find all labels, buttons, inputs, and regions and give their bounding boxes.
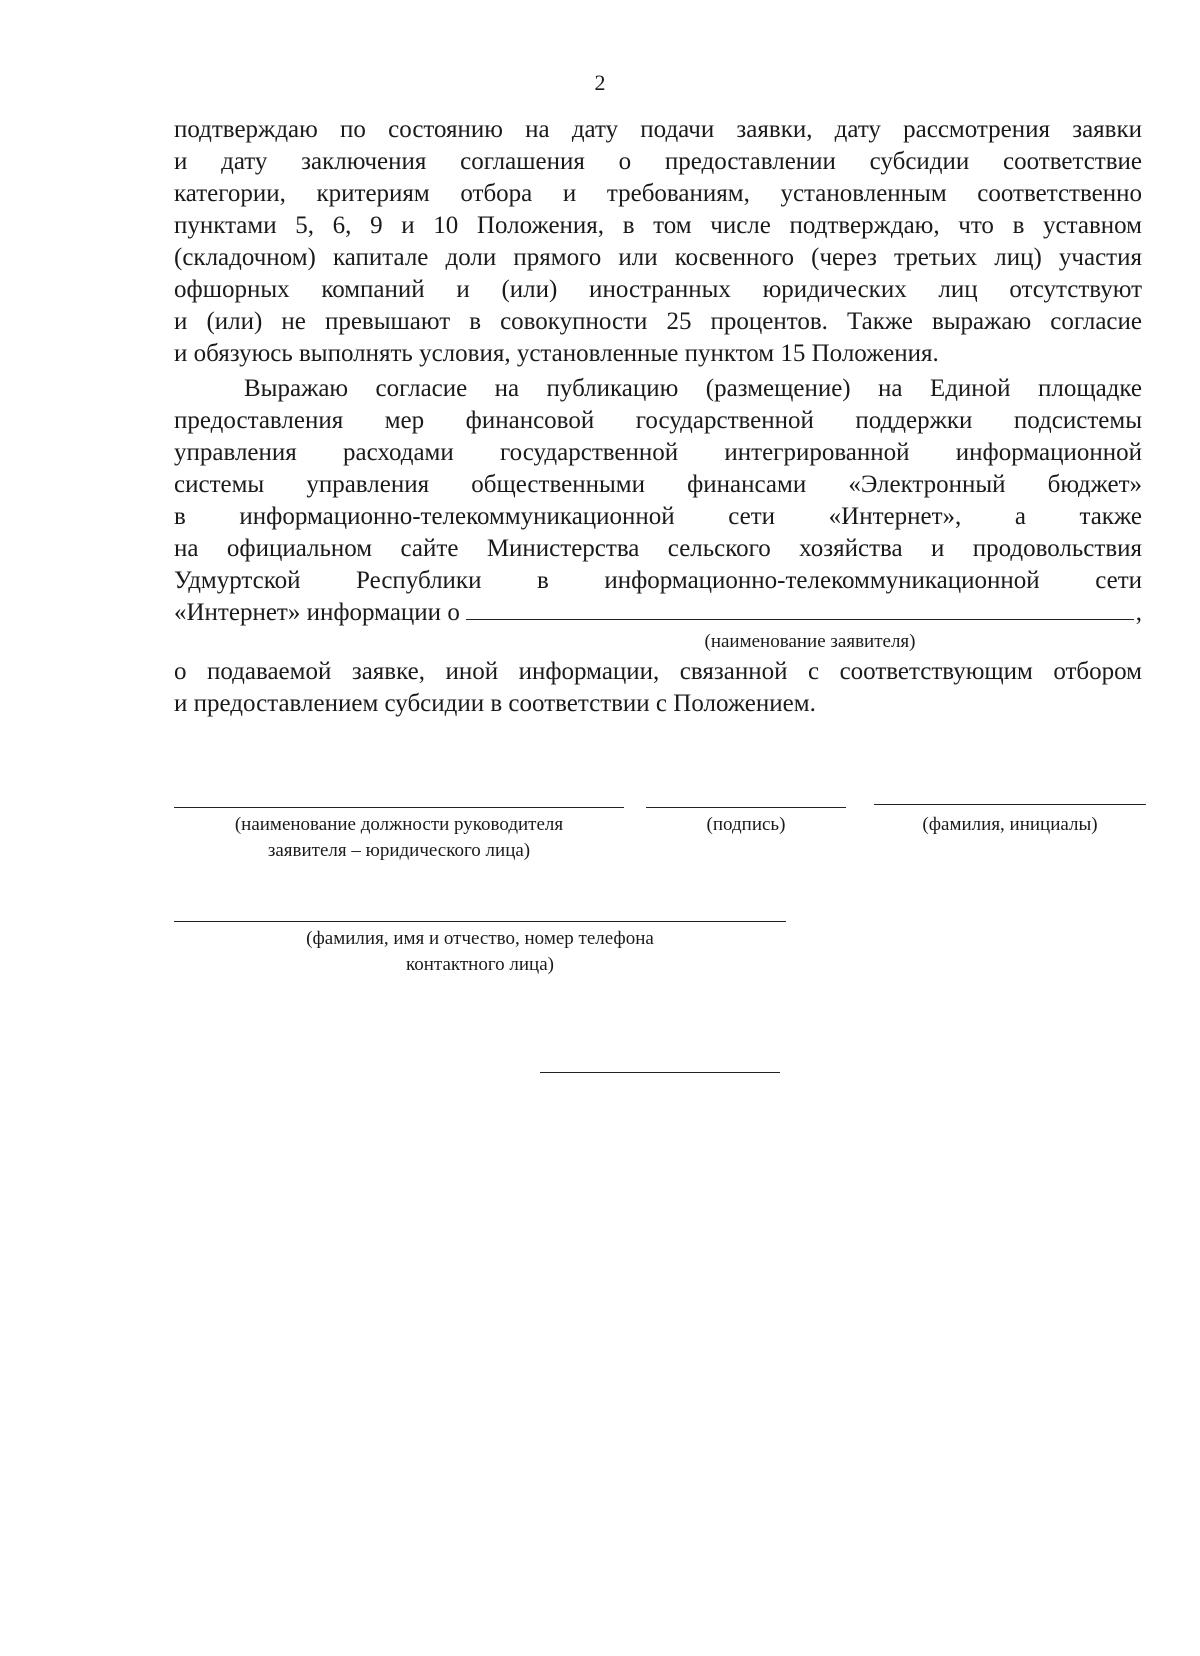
text-line: предоставления мер финансовой государственной поддержки подсистемы	[174, 407, 1142, 434]
text-line: и предоставлением субсидии в соответствии с Положением.	[174, 690, 816, 717]
position-line	[174, 807, 624, 808]
caption-line: (фамилия, имя и отчество, номер телефона	[306, 928, 654, 949]
applicant-caption: (наименование заявителя)	[704, 631, 916, 652]
text-line: и (или) не превышают в совокупности 25 процентов. Также выражаю согласие	[174, 308, 1142, 335]
text-line: управления расходами государственной интегрированной информационной	[174, 439, 1142, 466]
caption-line: заявителя – юридического лица)	[267, 840, 531, 861]
text-line: пунктами 5, 6, 9 и 10 Положения, в том числе подтверждаю, что в уставном	[174, 212, 1142, 239]
text-line: Выражаю согласие на публикацию (размещение) на Единой площадке	[244, 375, 1142, 402]
name-caption: (фамилия, инициалы)	[922, 814, 1098, 835]
text-line: о подаваемой заявке, иной информации, связанной с соответствующим отбором	[174, 658, 1142, 685]
caption-line: контактного лица)	[405, 954, 554, 975]
text-line: категории, критериям отбора и требованиям, установленным соответственно	[174, 180, 1142, 207]
page-number: 2	[594, 70, 606, 95]
signature-line	[646, 807, 846, 808]
closing-divider	[540, 1072, 780, 1073]
signature-caption: (подпись)	[706, 814, 786, 835]
name-line	[874, 804, 1146, 805]
text-line: подтверждаю по состоянию на дату подачи заявки, дату рассмотрения заявки	[174, 116, 1142, 143]
text-line: Удмуртской Республики в информационно-телекоммуникационной сети	[174, 567, 1142, 594]
text-line: системы управления общественными финансами «Электронный бюджет»	[174, 471, 1142, 498]
inline-prefix: «Интернет» информации о	[174, 599, 460, 626]
text-line: и дату заключения соглашения о предоставлении субсидии соответствие	[174, 148, 1142, 175]
text-line: и обязуюсь выполнять условия, установленные пунктом 15 Положения.	[174, 340, 939, 367]
caption-line: (наименование должности руководителя	[234, 814, 564, 835]
text-line: (складочном) капитале доли прямого или косвенного (через третьих лиц) участия	[174, 244, 1142, 271]
applicant-name-line	[174, 597, 1142, 629]
inline-suffix: ,	[1135, 599, 1142, 626]
position-caption	[174, 812, 624, 864]
applicant-name-blank	[466, 597, 1134, 620]
text-line: офшорных компаний и (или) иностранных юридических лиц отсутствуют	[174, 276, 1142, 303]
text-line: в информационно-телекоммуникационной сети «Интернет», а также	[174, 503, 1142, 530]
contact-line	[174, 921, 786, 922]
contact-caption	[174, 926, 786, 978]
text-line: на официальном сайте Министерства сельского хозяйства и продовольствия	[174, 535, 1142, 562]
